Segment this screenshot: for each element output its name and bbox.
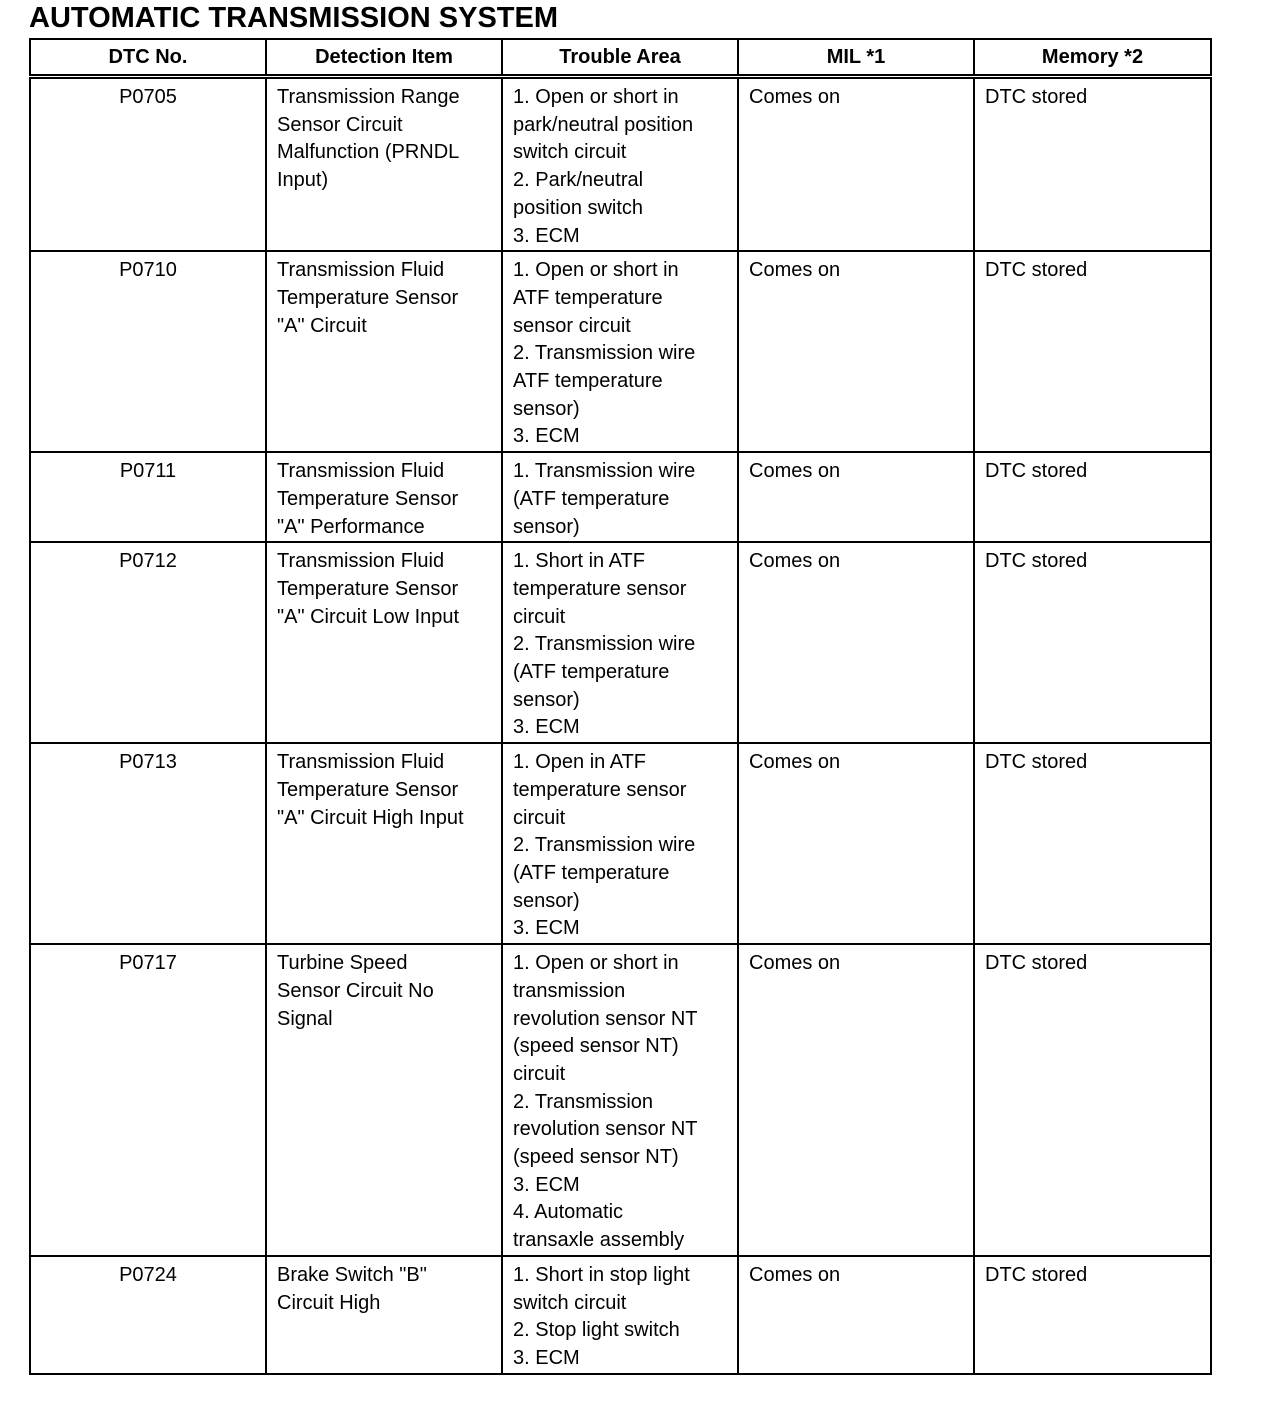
table-row [30,542,1211,743]
header-row [30,39,1211,77]
memory-cell [974,452,1211,542]
detection-item-line: Circuit High [277,1291,381,1314]
mil-cell [738,77,974,252]
trouble-area-line: 2. Park/neutral [513,169,644,192]
trouble-area-cell [502,743,738,944]
trouble-area-line: park/neutral position [513,113,694,136]
trouble-area-line: 1. Open or short in [513,952,679,975]
mil-status: Comes on [749,259,841,282]
column-header-dtc-no: DTC No. [30,39,266,77]
table-row [30,743,1211,944]
detection-item-line: "A" Circuit Low Input [277,605,460,628]
table-row [30,77,1211,252]
detection-item-line: Transmission Fluid [277,550,445,573]
trouble-area-cell [502,251,738,452]
detection-item-line: Sensor Circuit No [277,979,434,1002]
dtc-code-cell [30,77,266,252]
mil-status: Comes on [749,460,841,483]
memory-cell [974,251,1211,452]
trouble-area-line: transaxle assembly [513,1229,685,1252]
detection-item-cell [266,944,502,1256]
memory-status: DTC stored [985,751,1088,774]
dtc-code-cell [30,452,266,542]
trouble-area-line: 1. Short in ATF [513,550,645,573]
dtc-code: P0713 [119,751,177,774]
trouble-area-line: (speed sensor NT) [513,1035,679,1058]
memory-cell [974,1256,1211,1374]
detection-item-line: Transmission Range [277,86,460,108]
detection-item-line: Sensor Circuit [277,113,403,136]
detection-item-line: Transmission Fluid [277,259,445,282]
trouble-area-line: transmission [513,979,626,1002]
memory-cell [974,542,1211,743]
trouble-area-line: 1. Transmission wire [513,460,696,483]
trouble-area-line: (ATF temperature [513,661,670,684]
trouble-area-line: (speed sensor NT) [513,1146,679,1169]
mil-status: Comes on [749,751,841,774]
trouble-area-line: circuit [513,605,566,628]
detection-item-cell [266,77,502,252]
dtc-code-cell [30,743,266,944]
trouble-area-line: temperature sensor [513,577,687,600]
detection-item-line: Transmission Fluid [277,751,445,774]
dtc-code: P0711 [119,460,177,483]
detection-item-line: Input) [277,169,329,192]
page-title: AUTOMATIC TRANSMISSION SYSTEM [29,2,558,34]
dtc-code-cell [30,542,266,743]
trouble-area-line: revolution sensor NT [513,1007,698,1030]
trouble-area-line: sensor) [513,889,580,912]
memory-cell [974,944,1211,1256]
trouble-area-line: 2. Transmission wire [513,342,696,365]
mil-cell [738,251,974,452]
mil-status: Comes on [749,1263,841,1286]
detection-item-line: Malfunction (PRNDL [277,141,460,164]
trouble-area-line: 3. ECM [513,917,580,940]
trouble-area-line: 1. Short in stop light [513,1263,690,1286]
trouble-area-line: sensor circuit [513,314,631,337]
memory-status: DTC stored [985,952,1088,975]
table-row [30,944,1211,1256]
mil-status: Comes on [749,86,841,108]
trouble-area-line: (ATF temperature [513,487,670,510]
table-row [30,1256,1211,1374]
detection-item-line: Temperature Sensor [277,286,459,309]
trouble-area-line: 4. Automatic [513,1201,624,1224]
memory-status: DTC stored [985,460,1088,483]
trouble-area-line: revolution sensor NT [513,1118,698,1141]
trouble-area-line: 1. Open or short in [513,259,679,282]
mil-status: Comes on [749,952,841,975]
trouble-area-line: sensor) [513,515,580,538]
dtc-table [29,38,1212,1375]
trouble-area-line: 2. Stop light switch [513,1319,680,1342]
column-header-detection-item: Detection Item [266,39,502,77]
detection-item-line: "A" Performance [277,515,425,538]
mil-cell [738,944,974,1256]
column-header-trouble-area: Trouble Area [502,39,738,77]
trouble-area-line: 3. ECM [513,1173,580,1196]
table-body [30,77,1211,1374]
trouble-area-line: ATF temperature [513,370,663,393]
memory-cell [974,743,1211,944]
dtc-code-cell [30,251,266,452]
detection-item-cell [266,743,502,944]
trouble-area-line: 2. Transmission wire [513,834,696,857]
detection-item-line: Temperature Sensor [277,577,459,600]
trouble-area-cell [502,944,738,1256]
dtc-code: P0712 [119,550,177,573]
detection-item-line: Brake Switch "B" [277,1263,427,1286]
detection-item-cell [266,542,502,743]
trouble-area-line: 1. Open in ATF [513,751,647,774]
mil-cell [738,452,974,542]
trouble-area-line: 3. ECM [513,224,580,247]
dtc-code-cell [30,944,266,1256]
trouble-area-line: switch circuit [513,1291,627,1314]
column-header-memory: Memory *2 [974,39,1211,77]
mil-status: Comes on [749,550,841,573]
memory-status: DTC stored [985,1263,1088,1286]
trouble-area-line: (ATF temperature [513,861,670,884]
detection-item-cell [266,1256,502,1374]
dtc-code: P0710 [119,259,177,282]
detection-item-line: Temperature Sensor [277,487,459,510]
trouble-area-line: 3. ECM [513,1346,580,1369]
memory-status: DTC stored [985,259,1088,282]
trouble-area-line: 3. ECM [513,716,580,739]
trouble-area-line: temperature sensor [513,778,687,801]
trouble-area-cell [502,77,738,252]
trouble-area-line: 2. Transmission wire [513,633,696,656]
table-row [30,452,1211,542]
memory-status: DTC stored [985,550,1088,573]
detection-item-line: Signal [277,1007,333,1030]
detection-item-line: "A" Circuit [277,314,367,337]
column-header-mil: MIL *1 [738,39,974,77]
detection-item-line: Turbine Speed [277,952,408,975]
trouble-area-line: sensor) [513,688,580,711]
trouble-area-line: 3. ECM [513,425,580,448]
trouble-area-line: position switch [513,196,644,219]
mil-cell [738,542,974,743]
trouble-area-cell [502,452,738,542]
dtc-code: P0705 [119,86,177,108]
table-row [30,251,1211,452]
trouble-area-line: ATF temperature [513,286,663,309]
memory-status: DTC stored [985,86,1088,108]
mil-cell [738,743,974,944]
detection-item-line: Temperature Sensor [277,778,459,801]
mil-cell [738,1256,974,1374]
detection-item-cell [266,452,502,542]
trouble-area-line: 2. Transmission [513,1090,654,1113]
trouble-area-cell [502,542,738,743]
trouble-area-line: sensor) [513,397,580,420]
trouble-area-line: switch circuit [513,141,627,164]
trouble-area-cell [502,1256,738,1374]
trouble-area-line: circuit [513,1062,566,1085]
detection-item-cell [266,251,502,452]
memory-cell [974,77,1211,252]
detection-item-line: "A" Circuit High Input [277,806,464,829]
table-header [30,39,1211,77]
dtc-code: P0724 [119,1263,177,1286]
trouble-area-line: circuit [513,806,566,829]
detection-item-line: Transmission Fluid [277,460,445,483]
dtc-code: P0717 [119,952,177,975]
trouble-area-line: 1. Open or short in [513,86,679,108]
dtc-code-cell [30,1256,266,1374]
